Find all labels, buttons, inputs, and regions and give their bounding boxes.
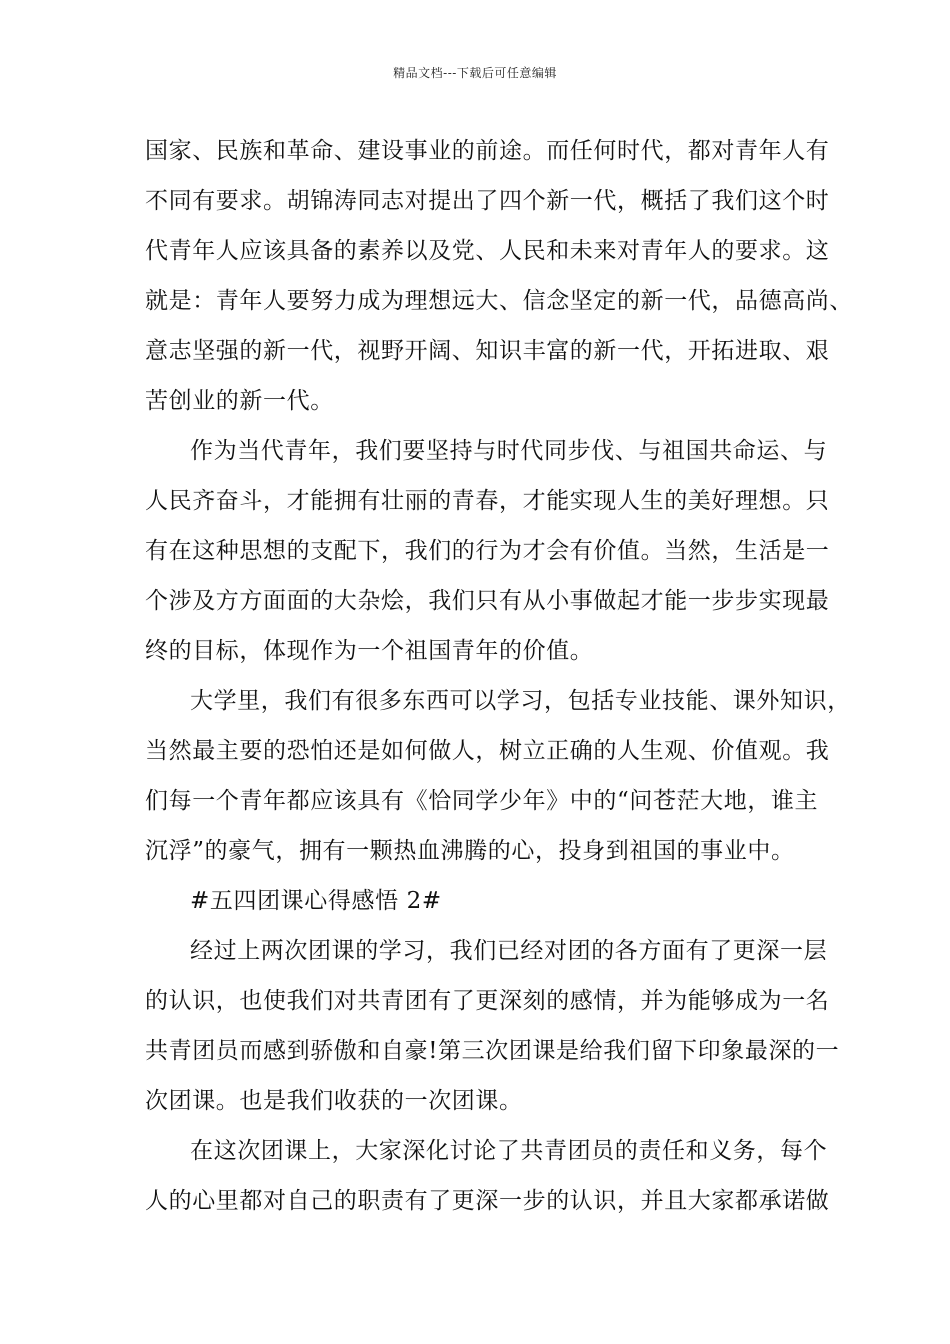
body-line: 人的心里都对自己的职责有了更深一步的认识，并且大家都承诺做 [145, 1188, 830, 1214]
body-line: 就是：青年人要努力成为理想远大、信念坚定的新一代，品德高尚、 [145, 288, 853, 314]
body-line: 意志坚强的新一代，视野开阔、知识丰富的新一代，开拓进取、艰 [145, 338, 830, 364]
body-line: 有在这种思想的支配下，我们的行为才会有价值。当然，生活是一 [145, 538, 830, 564]
paragraph-first-line: 经过上两次团课的学习，我们已经对团的各方面有了更深一层 [190, 938, 828, 964]
body-line: 不同有要求。胡锦涛同志对提出了四个新一代，概括了我们这个时 [145, 188, 830, 214]
body-line: 人民齐奋斗，才能拥有壮丽的青春，才能实现人生的美好理想。只 [145, 488, 830, 514]
paragraph-first-line: 在这次团课上，大家深化讨论了共青团员的责任和义务，每个 [190, 1138, 828, 1164]
body-line: 国家、民族和革命、建设事业的前途。而任何时代，都对青年人有 [145, 138, 830, 164]
body-line: 次团课。也是我们收获的一次团课。 [145, 1088, 523, 1114]
body-line: 们每一个青年都应该具有《恰同学少年》中的“问苍茫大地，谁主 [145, 788, 819, 814]
page-header: 精品文档---下载后可任意编辑 [393, 66, 557, 80]
body-line: 的认识，也使我们对共青团有了更深刻的感情，并为能够成为一名 [145, 988, 830, 1014]
body-line: 沉浮”的豪气，拥有一颗热血沸腾的心，投身到祖国的事业中。 [145, 838, 795, 864]
body-line: 终的目标，体现作为一个祖国青年的价值。 [145, 638, 594, 664]
paragraph-first-line: 作为当代青年，我们要坚持与时代同步伐、与祖国共命运、与 [190, 438, 828, 464]
body-line: 当然最主要的恐怕还是如何做人，树立正确的人生观、价值观。我 [145, 738, 830, 764]
body-line: 共青团员而感到骄傲和自豪!第三次团课是给我们留下印象最深的一 [145, 1038, 840, 1064]
section-heading: #五四团课心得感悟 2# [190, 888, 442, 914]
body-line: 个涉及方方面面的大杂烩，我们只有从小事做起才能一步步实现最 [145, 588, 830, 614]
paragraph-first-line: 大学里，我们有很多东西可以学习，包括专业技能、课外知识， [190, 688, 851, 714]
body-line: 苦创业的新一代。 [145, 388, 334, 414]
body-line: 代青年人应该具备的素养以及党、人民和未来对青年人的要求。这 [145, 238, 830, 264]
